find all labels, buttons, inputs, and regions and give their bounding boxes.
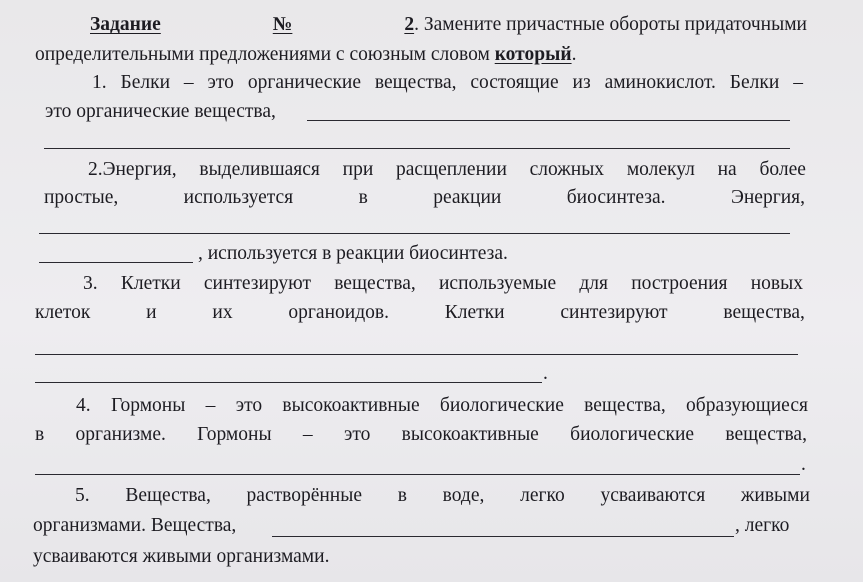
word: – [302, 424, 313, 445]
word: выделившаяся [199, 159, 320, 180]
item-1-line-2: это органические вещества, [45, 101, 276, 122]
word: в [358, 187, 368, 208]
word: 4. [76, 395, 91, 416]
word: – [205, 395, 216, 416]
word: вещества, [584, 395, 666, 416]
word: построения [631, 273, 728, 294]
task-number-sign: № [272, 14, 293, 35]
word: синтезируют [560, 302, 668, 323]
instruction-text: определительными предложениями с союзным словом [35, 44, 490, 65]
word: более [759, 159, 806, 180]
item-3-text [83, 272, 803, 296]
word: Вещества, [125, 485, 211, 506]
word: это [207, 72, 234, 93]
item-2-line-2 [44, 186, 805, 210]
word: аминокислот. [604, 72, 716, 93]
word: образующиеся [686, 395, 808, 416]
item-1-answer-blank[interactable] [307, 120, 790, 121]
item-1-line-1 [92, 71, 803, 95]
item-1-text [92, 71, 803, 95]
word: 1. [92, 72, 107, 93]
word: биологические [439, 395, 564, 416]
word: Гормоны [197, 424, 272, 445]
item-3-answer-line-2[interactable] [35, 382, 542, 383]
word: 5. [75, 485, 90, 506]
word: для [579, 273, 608, 294]
word: используемые [438, 273, 557, 294]
word: воде, [442, 485, 485, 506]
item-2-line-3: , используется в реакции биосинтеза. [198, 243, 508, 264]
item-3-answer-line-1[interactable] [35, 354, 798, 355]
item-5-answer-blank[interactable] [272, 536, 734, 537]
task-heading-line [90, 13, 807, 37]
item-4-line-2 [35, 423, 807, 447]
word: клеток [35, 302, 91, 323]
word: Клетки [120, 273, 181, 294]
task-heading: Задание [90, 14, 161, 35]
word: – [183, 72, 194, 93]
item-4-text-2 [35, 423, 807, 447]
item-2-text-2 [44, 186, 805, 210]
word: на [717, 159, 737, 180]
word: высокоактивные [401, 424, 539, 445]
word: Белки [120, 72, 171, 93]
word: это [235, 395, 263, 416]
task-instruction-line2 [35, 43, 576, 67]
word: молекул [626, 159, 695, 180]
item-4-line-1 [76, 394, 808, 418]
item-3-period: . [543, 363, 548, 384]
word: 3. [83, 273, 98, 294]
word: 2.Энергия, [88, 159, 177, 180]
word: биосинтеза. [566, 187, 666, 208]
item-1-answer-line-2[interactable] [44, 148, 790, 149]
keyword-kotoryi: который [494, 44, 572, 65]
word: – [793, 72, 803, 93]
word: вещества, [374, 72, 457, 93]
item-5-line-2: организмами. Вещества, [33, 515, 237, 536]
word: легко [520, 485, 565, 506]
task-number-group [404, 13, 807, 37]
word: вещества, [334, 273, 416, 294]
word: органоидов. [288, 302, 389, 323]
item-2-answer-line-1[interactable] [39, 233, 790, 234]
word: используется [183, 187, 294, 208]
word: живыми [740, 485, 810, 506]
item-5-line-2-end: , легко [735, 515, 790, 536]
word: в [397, 485, 407, 506]
word: Белки [729, 72, 780, 93]
word: вещества, [725, 424, 807, 445]
word: при [342, 159, 374, 180]
item-2-answer-blank[interactable] [39, 262, 193, 263]
item-5-line-1 [75, 484, 810, 508]
word: это [343, 424, 371, 445]
word: вещества, [723, 302, 805, 323]
task-instruction: . Замените причастные обороты придаточными [414, 14, 807, 35]
item-3-text-2 [35, 301, 805, 325]
word: организме. [75, 424, 166, 445]
word: синтезируют [203, 273, 312, 294]
item-5-line-3: усваиваются живыми организмами. [33, 546, 330, 567]
item-4-answer-line[interactable] [35, 474, 800, 475]
word: усваиваются [600, 485, 706, 506]
word: и [146, 302, 157, 323]
item-5-text [75, 484, 810, 508]
word: органические [247, 72, 362, 93]
item-4-period: . [801, 454, 806, 475]
task-number: 2 [404, 14, 415, 35]
word: из [572, 72, 591, 93]
word: их [212, 302, 233, 323]
word: Гормоны [110, 395, 186, 416]
word: в [35, 424, 45, 445]
word: Клетки [444, 302, 505, 323]
word: биологические [570, 424, 695, 445]
item-3-line-2 [35, 301, 805, 325]
item-3-line-1 [83, 272, 803, 296]
item-2-text [88, 158, 806, 182]
word: сложных [529, 159, 605, 180]
word: простые, [44, 187, 119, 208]
item-4-text [76, 394, 808, 418]
word: расщеплении [396, 159, 507, 180]
word: реакции [433, 187, 502, 208]
word: растворённые [246, 485, 362, 506]
word: Энергия, [730, 187, 805, 208]
word: высокоактивные [282, 395, 420, 416]
instruction-period: . [571, 44, 577, 65]
word: новых [750, 273, 803, 294]
word: состоящие [470, 72, 559, 93]
item-2-line-1 [88, 158, 806, 182]
